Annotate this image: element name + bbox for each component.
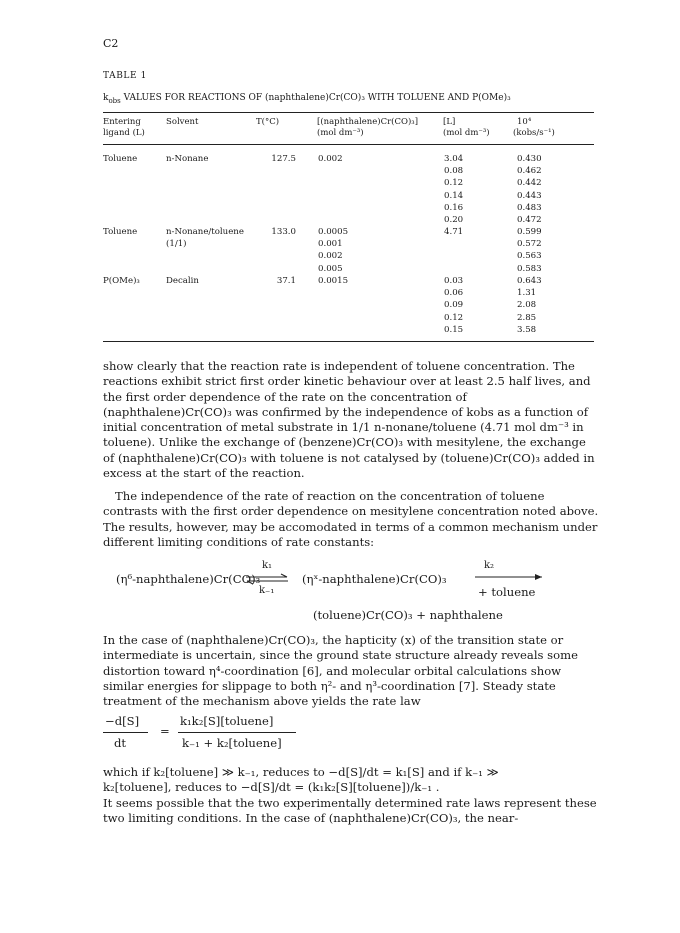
row2-L-col: 4.71 bbox=[444, 227, 464, 237]
caption-sub: obs bbox=[108, 96, 121, 105]
header-temp: T(°C) bbox=[256, 117, 280, 127]
header-conc: [(naphthalene)Cr(CO)₃] (mol dm⁻³) bbox=[317, 117, 419, 138]
row3-solvent: Decalin bbox=[166, 276, 199, 286]
scheme-product: (toluene)Cr(CO)₃ + naphthalene bbox=[313, 608, 503, 622]
page-number: C2 bbox=[103, 37, 119, 50]
row1-L-col: 3.04 0.08 0.12 0.14 0.16 0.20 bbox=[444, 154, 464, 225]
row2-kobs-col: 0.599 0.572 0.563 0.583 bbox=[517, 227, 542, 274]
rate-rhs-denominator: k₋₁ + k₂[toluene] bbox=[182, 736, 282, 750]
row2-temp: 133.0 bbox=[271, 227, 296, 237]
rate-lhs-fraction-bar bbox=[103, 732, 148, 733]
header-L: [L] (mol dm⁻³) bbox=[443, 117, 490, 138]
row1-ligand: Toluene bbox=[103, 154, 138, 164]
rate-rhs-fraction-bar bbox=[178, 732, 296, 733]
row1-temp: 127.5 bbox=[271, 154, 296, 164]
scheme-k1: k₁ bbox=[262, 560, 273, 571]
row2-conc-col: 0.0005 0.001 0.002 0.005 bbox=[318, 227, 349, 274]
paragraph-1: show clearly that the reaction rate is independent of toluene concentration. The reactions exhibit strict first order kinetic behaviour over at least 2.5 half lives, and the first order dependence of the rate on the concentration of (naphthalene)Cr(CO)₃ was confirmed by the independence of kobs as a function of initial concentration of metal substrate in 1/1 n-nonane/toluene (4.71 mol dm⁻³ in toluene). Unlike the exchange of (benzene)Cr(CO)₃ with mesitylene, the exchange of (naphthalene)Cr(CO)₃ with toluene is not catalysed by (toluene)Cr(CO)₃ added in excess at the start of the reaction. bbox=[103, 359, 595, 481]
header-ligand: Entering ligand (L) bbox=[103, 117, 145, 138]
header-kobs: 10⁴ (kobs/s⁻¹) bbox=[513, 117, 555, 138]
row3-kobs-col: 0.643 1.31 2.08 2.85 3.58 bbox=[517, 276, 542, 335]
scheme-k2: k₂ bbox=[484, 560, 495, 571]
table-top-rule bbox=[103, 112, 594, 113]
row2-solvent: n-Nonane/toluene (1/1) bbox=[166, 227, 244, 250]
row1-solvent: n-Nonane bbox=[166, 154, 209, 164]
scheme-k-1: k₋₁ bbox=[259, 585, 275, 596]
rate-rhs-numerator: k₁k₂[S][toluene] bbox=[180, 714, 274, 728]
table-bottom-rule bbox=[103, 341, 594, 342]
row3-L-col: 0.03 0.06 0.09 0.12 0.15 bbox=[444, 276, 464, 335]
equilibrium-arrow-icon bbox=[245, 573, 289, 585]
rate-equals: = bbox=[160, 724, 170, 738]
table-caption bbox=[103, 93, 511, 105]
forward-arrow-icon bbox=[474, 573, 544, 581]
caption-k: k bbox=[103, 93, 109, 103]
row3-ligand: P(OMe)₃ bbox=[103, 276, 140, 286]
scheme-reactant: (η⁶-naphthalene)Cr(CO)₃ bbox=[116, 572, 261, 586]
rate-lhs-numerator: −d[S] bbox=[105, 714, 140, 728]
header-solvent: Solvent bbox=[166, 117, 199, 127]
paragraph-4: which if k₂[toluene] ≫ k₋₁, reduces to −d[S]/dt = k₁[S] and if k₋₁ ≫ k₂[toluene], reduces to −d[S]/dt = (k₁k₂[S][toluene])/k₋₁ . bbox=[103, 765, 499, 795]
table-header-rule bbox=[103, 144, 594, 145]
rate-lhs-denominator: dt bbox=[114, 736, 127, 750]
row2-ligand: Toluene bbox=[103, 227, 138, 237]
caption-rest: VALUES FOR REACTIONS OF (naphthalene)Cr(CO)₃ WITH TOLUENE AND P(OMe)₃ bbox=[120, 93, 511, 103]
scheme-reagent: + toluene bbox=[478, 585, 536, 599]
table-label: TABLE 1 bbox=[103, 71, 147, 81]
paragraph-2: The independence of the rate of reaction on the concentration of toluene contrasts with the first order dependence on mesitylene concentration noted above. The results, however, may be accomodated in terms of a common mechanism under different limiting conditions of rate constants: bbox=[103, 489, 599, 549]
row3-temp: 37.1 bbox=[276, 276, 296, 286]
paragraph-3: In the case of (naphthalene)Cr(CO)₃, the hapticity (x) of the transition state or intermediate is uncertain, since the ground state structure already reveals some distortion toward η⁴-coordination [6], and molecular orbital calculations show similar energies for slippage to both η²- and η³-coordination [7]. Steady state treatment of the mechanism above yields the rate law bbox=[103, 633, 578, 709]
row1-conc-col: 0.002 bbox=[318, 154, 343, 164]
scheme-intermediate: (ηˣ-naphthalene)Cr(CO)₃ bbox=[302, 572, 447, 586]
paragraph-5: It seems possible that the two experimentally determined rate laws represent these two limiting conditions. In the case of (naphthalene)Cr(CO)₃, the near- bbox=[103, 796, 597, 826]
row1-kobs-col: 0.430 0.462 0.442 0.443 0.483 0.472 bbox=[517, 154, 542, 225]
row3-conc-col: 0.0015 bbox=[318, 276, 349, 286]
